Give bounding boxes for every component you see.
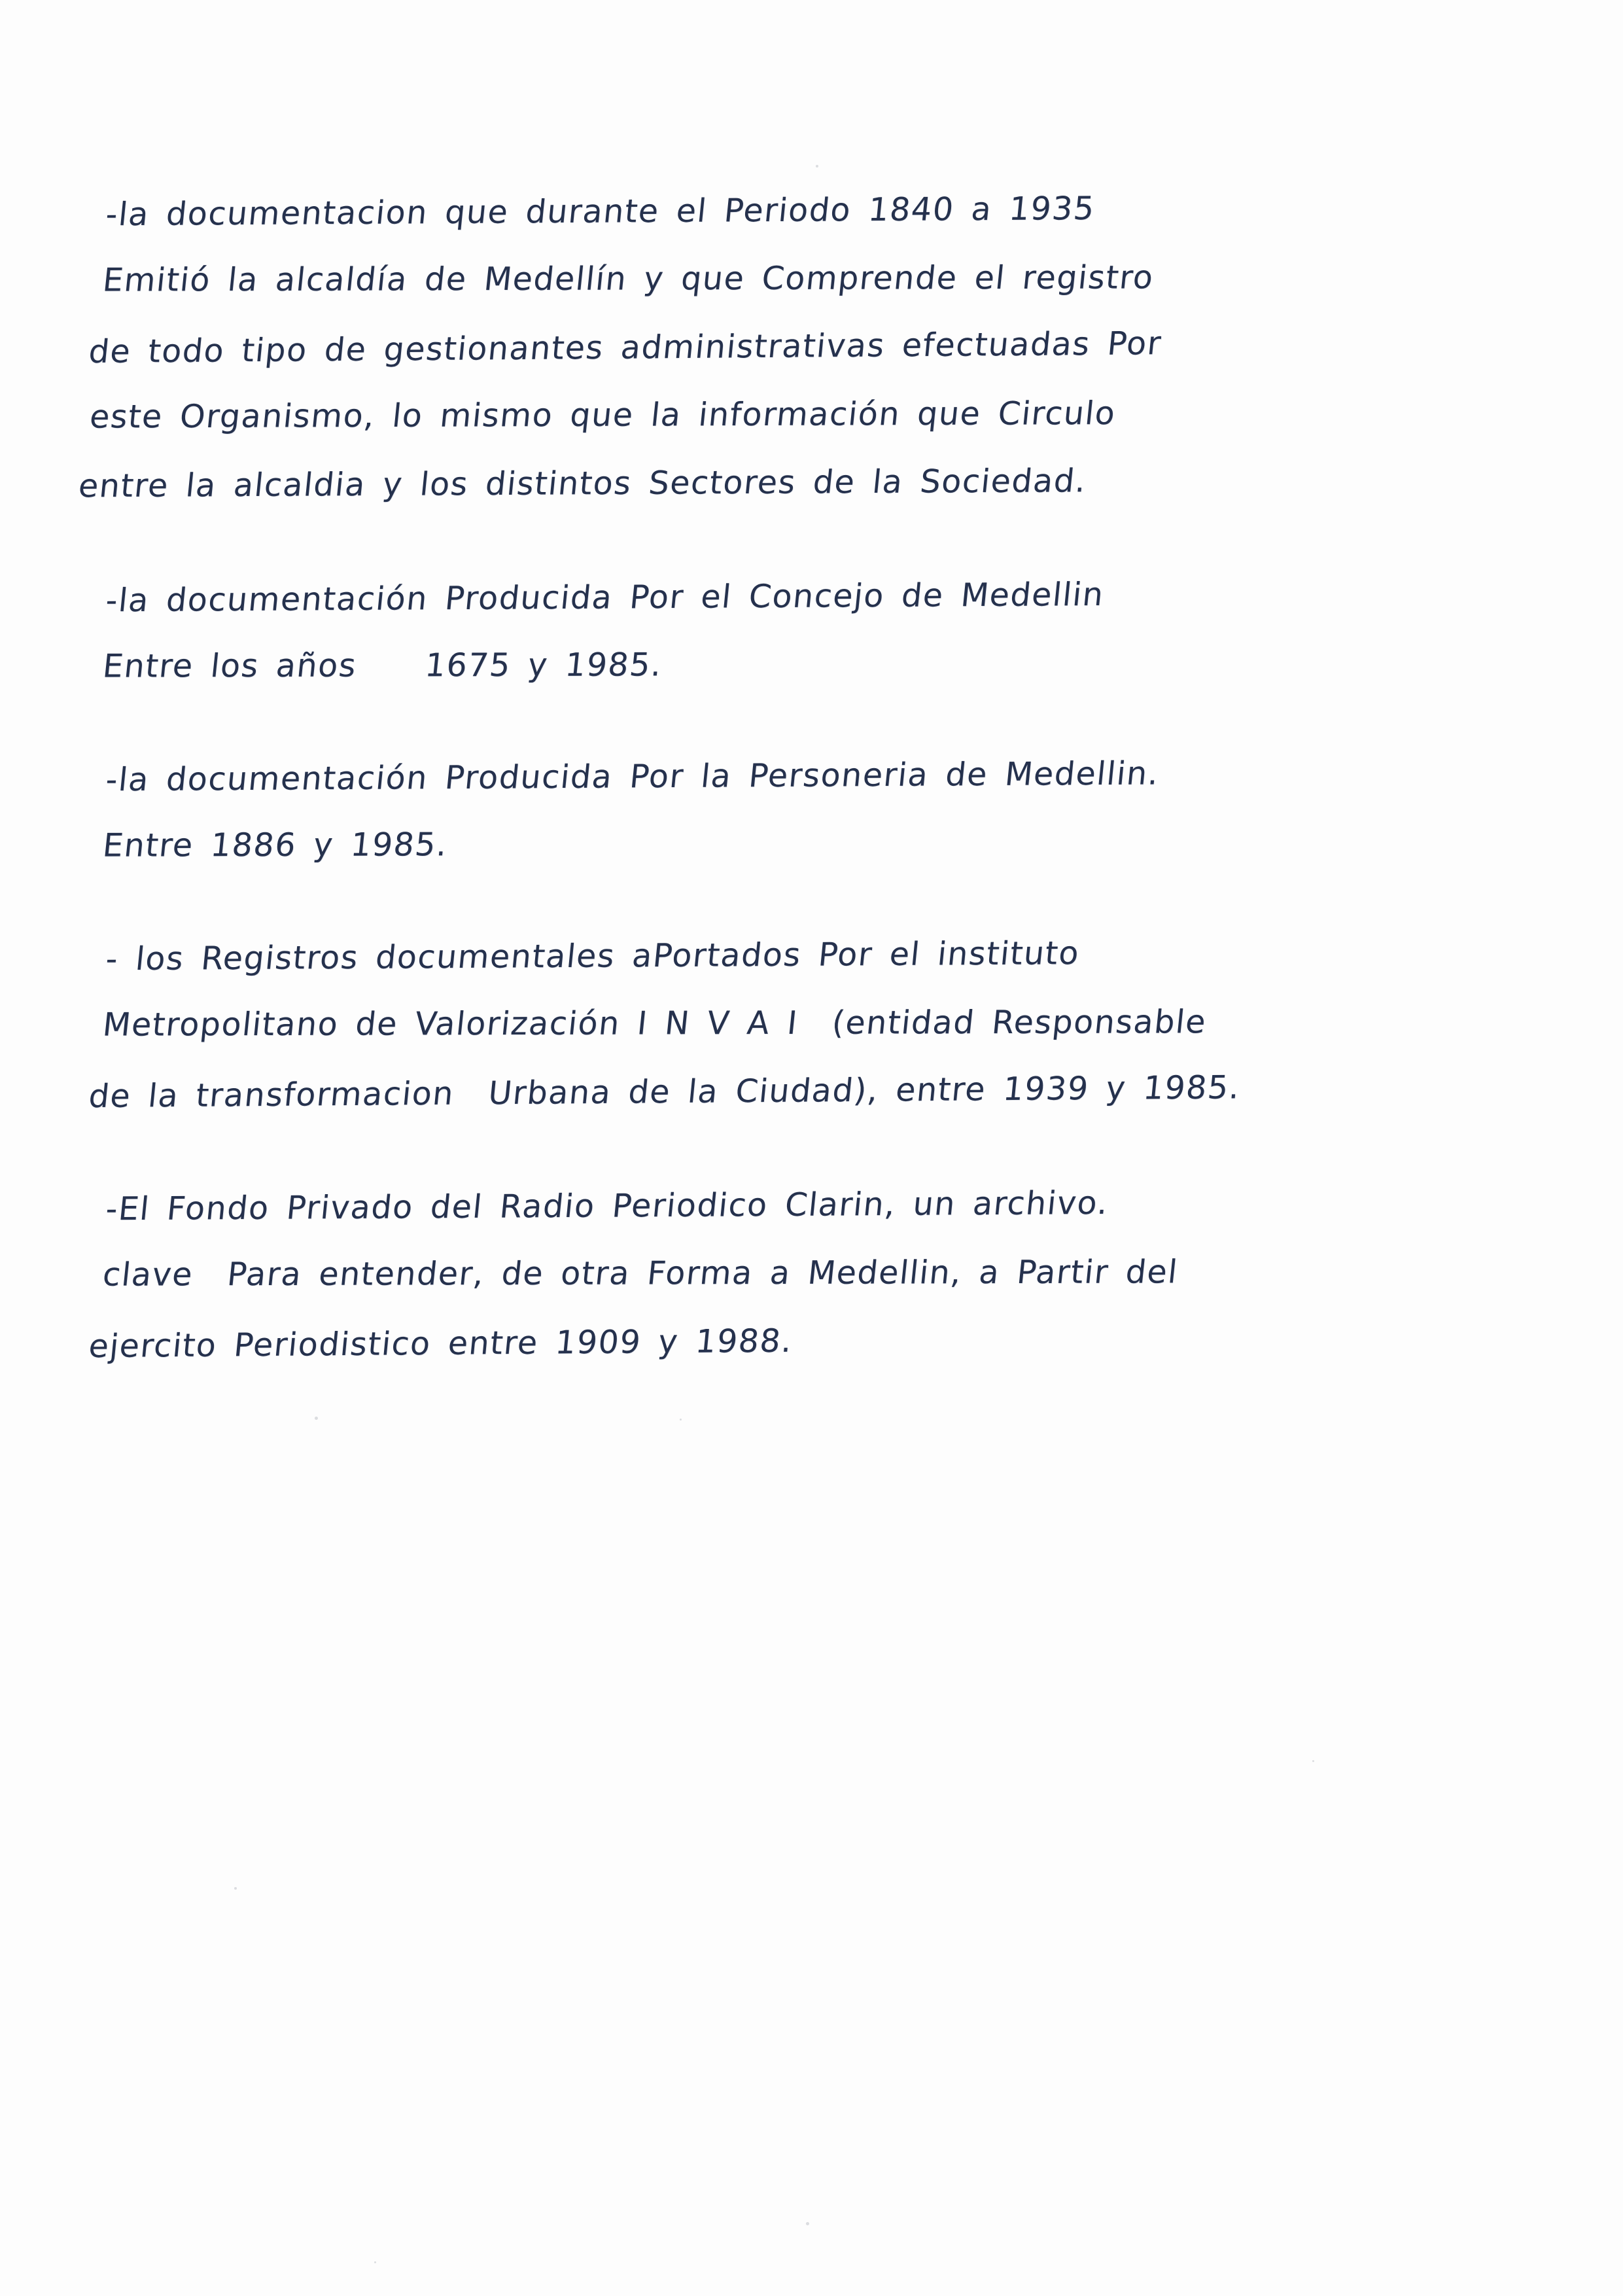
text-line: de la transformacion Urbana de la Ciudad), entre 1939 y 1985. [87,1069,1242,1116]
text-line: - los Registros documentales aPortados Por el instituto [104,934,1082,978]
text-line: este Organismo, lo mismo que la información que Circulo [88,395,1118,436]
scan-speck [806,2222,809,2225]
text-line: de todo tipo de gestionantes administrativas efectuadas Por [87,325,1164,371]
paragraph-fondo-clarin [88,1171,1457,1375]
paragraph-fondo-concejo [96,563,1457,699]
scan-speck [374,2261,376,2263]
text-line: -El Fondo Privado del Radio Periodico Clarin, un archivo. [104,1184,1111,1228]
text-line: Metropolitano de Valorización I N V A I (entidad Responsable [101,1003,1209,1044]
text-line: clave Para entender, de otra Forma a Medellin, a Partir del [101,1253,1180,1294]
paragraph-fondo-alcaldia [74,177,1457,517]
scan-speck [1312,1760,1314,1762]
text-line: Entre 1886 y 1985. [101,826,450,864]
text-line: -la documentación Producida Por la Personeria de Medellin. [104,754,1161,799]
handwritten-text-body [77,177,1457,1375]
scan-speck [680,1419,682,1421]
scan-speck [816,165,818,168]
scan-speck [315,1417,318,1420]
text-line: Emitió la alcaldía de Medellín y que Comprende el registro [101,258,1156,299]
text-line: ejercito Periodistico entre 1909 y 1988. [87,1322,795,1366]
text-line: -la documentacion que durante el Periodo 1840 a 1935 [104,190,1097,234]
paragraph-fondo-invai [88,921,1457,1125]
paragraph-fondo-personeria [96,742,1457,878]
scan-speck [234,1887,237,1890]
text-line: Entre los años 1675 y 1985. [101,646,665,685]
text-line: -la documentación Producida Por el Concejo de Medellin [104,575,1106,620]
text-line: entre la alcaldia y los distintos Sectores de la Sociedad. [77,462,1089,505]
